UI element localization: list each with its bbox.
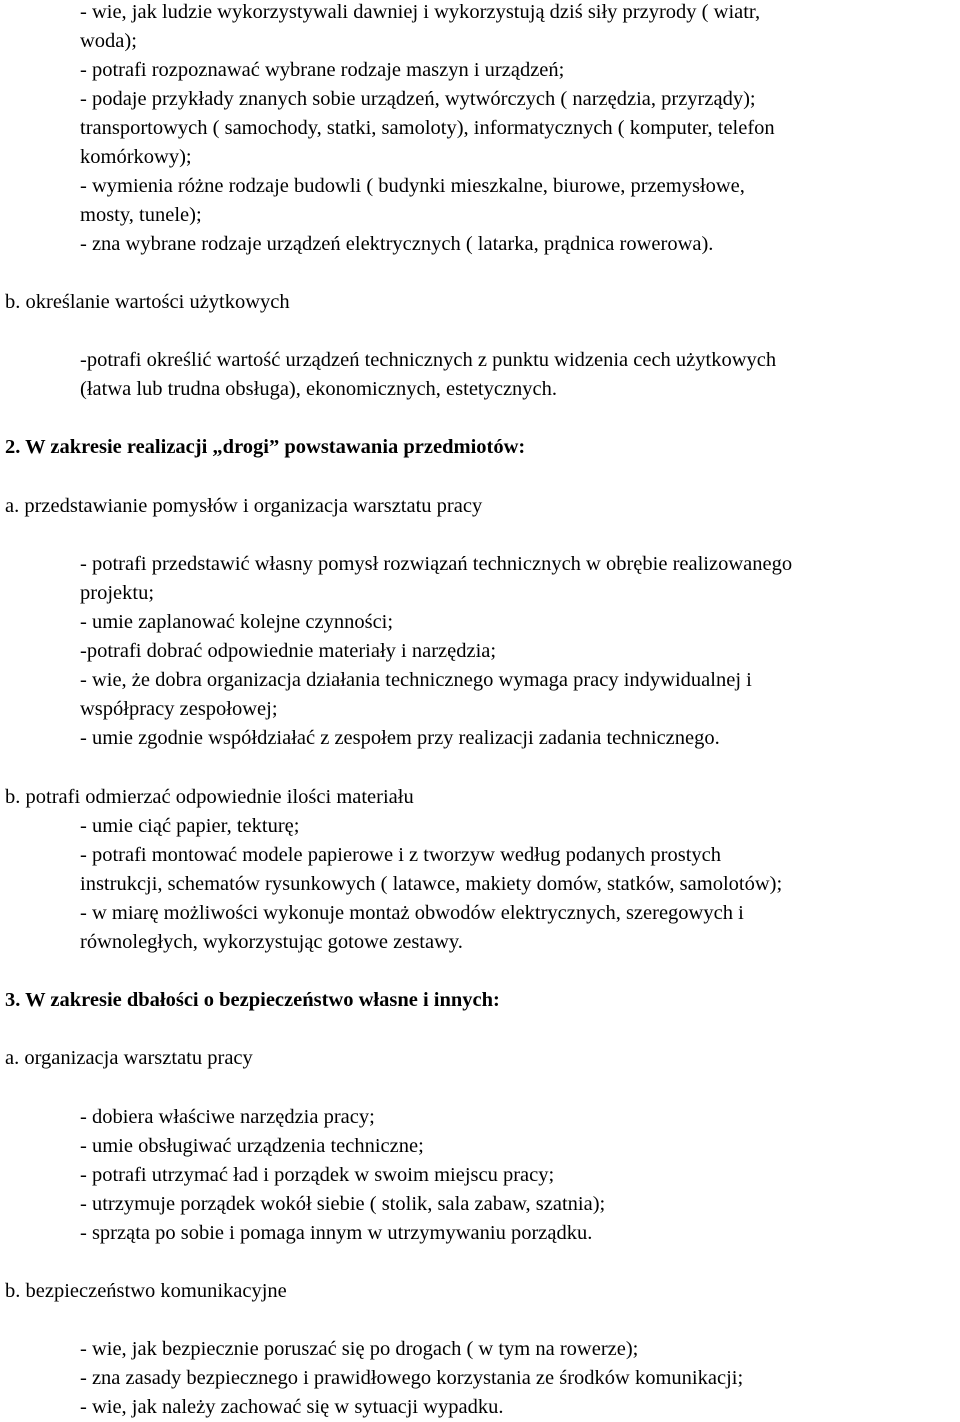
text-line: - umie zaplanować kolejne czynności;: [80, 611, 394, 633]
text-line: - wie, jak ludzie wykorzystywali dawniej i wykorzystują dziś siły przyrody ( wiatr,: [80, 1, 761, 23]
text-line: - podaje przykłady znanych sobie urządzeń, wytwórczych ( narzędzia, przyrządy);: [80, 88, 756, 110]
subsection-heading: a. organizacja warsztatu pracy: [5, 1047, 253, 1069]
subsection-heading: b. bezpieczeństwo komunikacyjne: [5, 1280, 287, 1302]
text-line: projektu;: [80, 582, 155, 604]
text-line: (łatwa lub trudna obsługa), ekonomicznych, estetycznych.: [80, 378, 558, 400]
subsection-heading: b. potrafi odmierzać odpowiednie ilości materiału: [5, 786, 414, 808]
text-line: mosty, tunele);: [80, 204, 202, 226]
text-line: współpracy zespołowej;: [80, 698, 278, 720]
text-line: instrukcji, schematów rysunkowych ( latawce, makiety domów, statków, samolotów);: [80, 873, 783, 895]
text-line: transportowych ( samochody, statki, samoloty), informatycznych ( komputer, telefon: [80, 117, 775, 139]
text-line: - zna wybrane rodzaje urządzeń elektrycznych ( latarka, prądnica rowerowa).: [80, 233, 714, 255]
text-line: - zna zasady bezpiecznego i prawidłowego korzystania ze środków komunikacji;: [80, 1367, 744, 1389]
text-line: - potrafi przedstawić własny pomysł rozwiązań technicznych w obrębie realizowanego: [80, 553, 793, 575]
text-line: - dobiera właściwe narzędzia pracy;: [80, 1106, 375, 1128]
text-line: - utrzymuje porządek wokół siebie ( stolik, sala zabaw, szatnia);: [80, 1193, 606, 1215]
text-line: - potrafi rozpoznawać wybrane rodzaje maszyn i urządzeń;: [80, 59, 565, 81]
text-line: - umie zgodnie współdziałać z zespołem przy realizacji zadania technicznego.: [80, 727, 720, 749]
section-heading: 3. W zakresie dbałości o bezpieczeństwo własne i innych:: [5, 989, 500, 1011]
text-line: - wie, jak bezpiecznie poruszać się po drogach ( w tym na rowerze);: [80, 1338, 639, 1360]
subsection-heading: a. przedstawianie pomysłów i organizacja warsztatu pracy: [5, 495, 483, 517]
subsection-heading: b. określanie wartości użytkowych: [5, 291, 290, 313]
section-heading: 2. W zakresie realizacji „drogi” powstawania przedmiotów:: [5, 436, 526, 458]
text-line: - wie, jak należy zachować się w sytuacji wypadku.: [80, 1396, 504, 1418]
text-line: - wymienia różne rodzaje budowli ( budynki mieszkalne, biurowe, przemysłowe,: [80, 175, 745, 197]
text-line: komórkowy);: [80, 146, 192, 168]
text-line: -potrafi określić wartość urządzeń technicznych z punktu widzenia cech użytkowych: [80, 349, 777, 371]
text-line: równoległych, wykorzystując gotowe zestawy.: [80, 931, 463, 953]
text-line: - potrafi utrzymać ład i porządek w swoim miejscu pracy;: [80, 1164, 555, 1186]
text-line: - wie, że dobra organizacja działania technicznego wymaga pracy indywidualnej i: [80, 669, 752, 691]
text-line: - sprząta po sobie i pomaga innym w utrzymywaniu porządku.: [80, 1222, 593, 1244]
text-line: - potrafi montować modele papierowe i z tworzyw według podanych prostych: [80, 844, 721, 866]
text-line: - umie ciąć papier, tekturę;: [80, 815, 300, 837]
text-line: woda);: [80, 30, 137, 52]
text-line: - umie obsługiwać urządzenia techniczne;: [80, 1135, 424, 1157]
text-line: -potrafi dobrać odpowiednie materiały i narzędzia;: [80, 640, 497, 662]
text-line: - w miarę możliwości wykonuje montaż obwodów elektrycznych, szeregowych i: [80, 902, 744, 924]
